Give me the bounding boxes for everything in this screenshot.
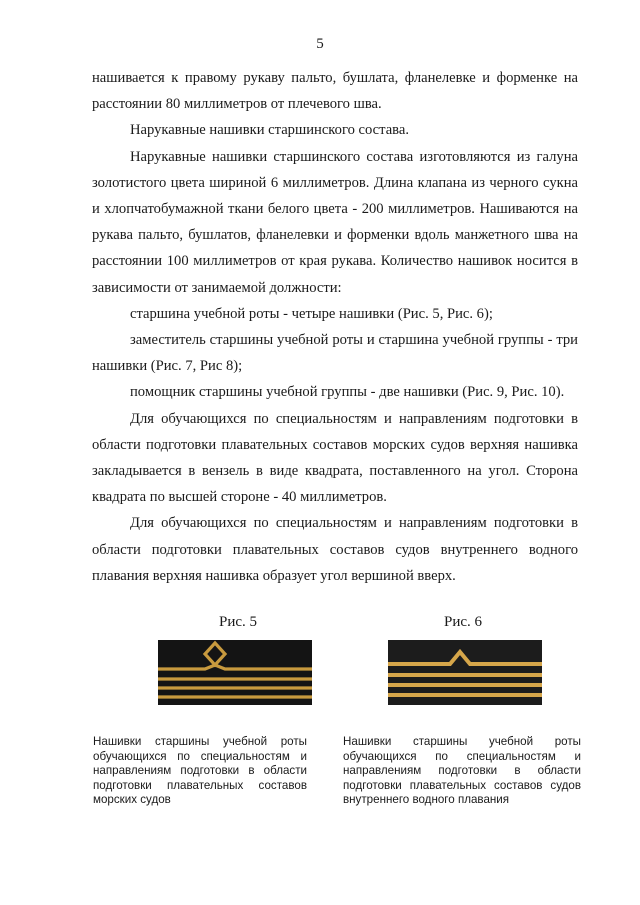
paragraph: нашивается к правому рукаву пальто, бушлата, фланелевке и форменке на расстоянии 80 миллиметров от плечевого шва. bbox=[92, 70, 578, 113]
figure-label-6: Рис. 6 bbox=[443, 614, 483, 630]
body-text bbox=[92, 65, 578, 589]
sleeve-patch-diamond bbox=[158, 640, 312, 705]
list-item: заместитель старшины учебной роты и старшина учебной группы - три нашивки (Рис. 7, Рис 8); bbox=[92, 332, 578, 375]
figure-label-5: Рис. 5 bbox=[218, 614, 258, 630]
chevron-stripes-image bbox=[388, 640, 542, 705]
paragraph: Для обучающихся по специальностям и направлениям подготовки в области подготовки плавательных составов морских судов верхняя нашивка закладывается в вензель в виде квадрата, поставленного на угол. Сторона квадрата по высшей стороне - 40 миллиметров. bbox=[92, 410, 578, 506]
paragraph: Для обучающихся по специальностям и направлениям подготовки в области подготовки плавательных составов судов внутреннего водного плавания верхняя нашивка образует угол вершиной вверх. bbox=[92, 515, 578, 584]
list-item: старшина учебной роты - четыре нашивки (Рис. 5, Рис. 6); bbox=[130, 305, 493, 322]
page-number: 5 bbox=[316, 36, 324, 52]
figure-caption-6: Нашивки старшины учебной роты обучающихся по специальностям и направлениям подготовки в области подготовки плавательных составов судов внутреннего водного плавания bbox=[343, 735, 581, 807]
sleeve-patch-chevron bbox=[388, 640, 542, 705]
section-heading: Нарукавные нашивки старшинского состава. bbox=[130, 122, 409, 139]
diamond-stripes-image bbox=[158, 640, 312, 705]
figure-caption-5: Нашивки старшины учебной роты обучающихся по специальностям и направлениям подготовки в области подготовки плавательных составов морских судов bbox=[93, 735, 307, 807]
paragraph: Нарукавные нашивки старшинского состава изготовляются из галуна золотистого цвета шириной 6 миллиметров. Длина клапана из черного сукна и хлопчатобумажной ткани белого цвета - 200 миллиметров. Нашиваются на рукава пальто, бушлатов, фланелевки и форменки вдоль манжетного шва на расстоянии 100 миллиметров от края рукава. Количество нашивок носится в зависимости от занимаемой должности: bbox=[92, 148, 578, 296]
list-item: помощник старшины учебной группы - две нашивки (Рис. 9, Рис. 10). bbox=[130, 384, 565, 401]
